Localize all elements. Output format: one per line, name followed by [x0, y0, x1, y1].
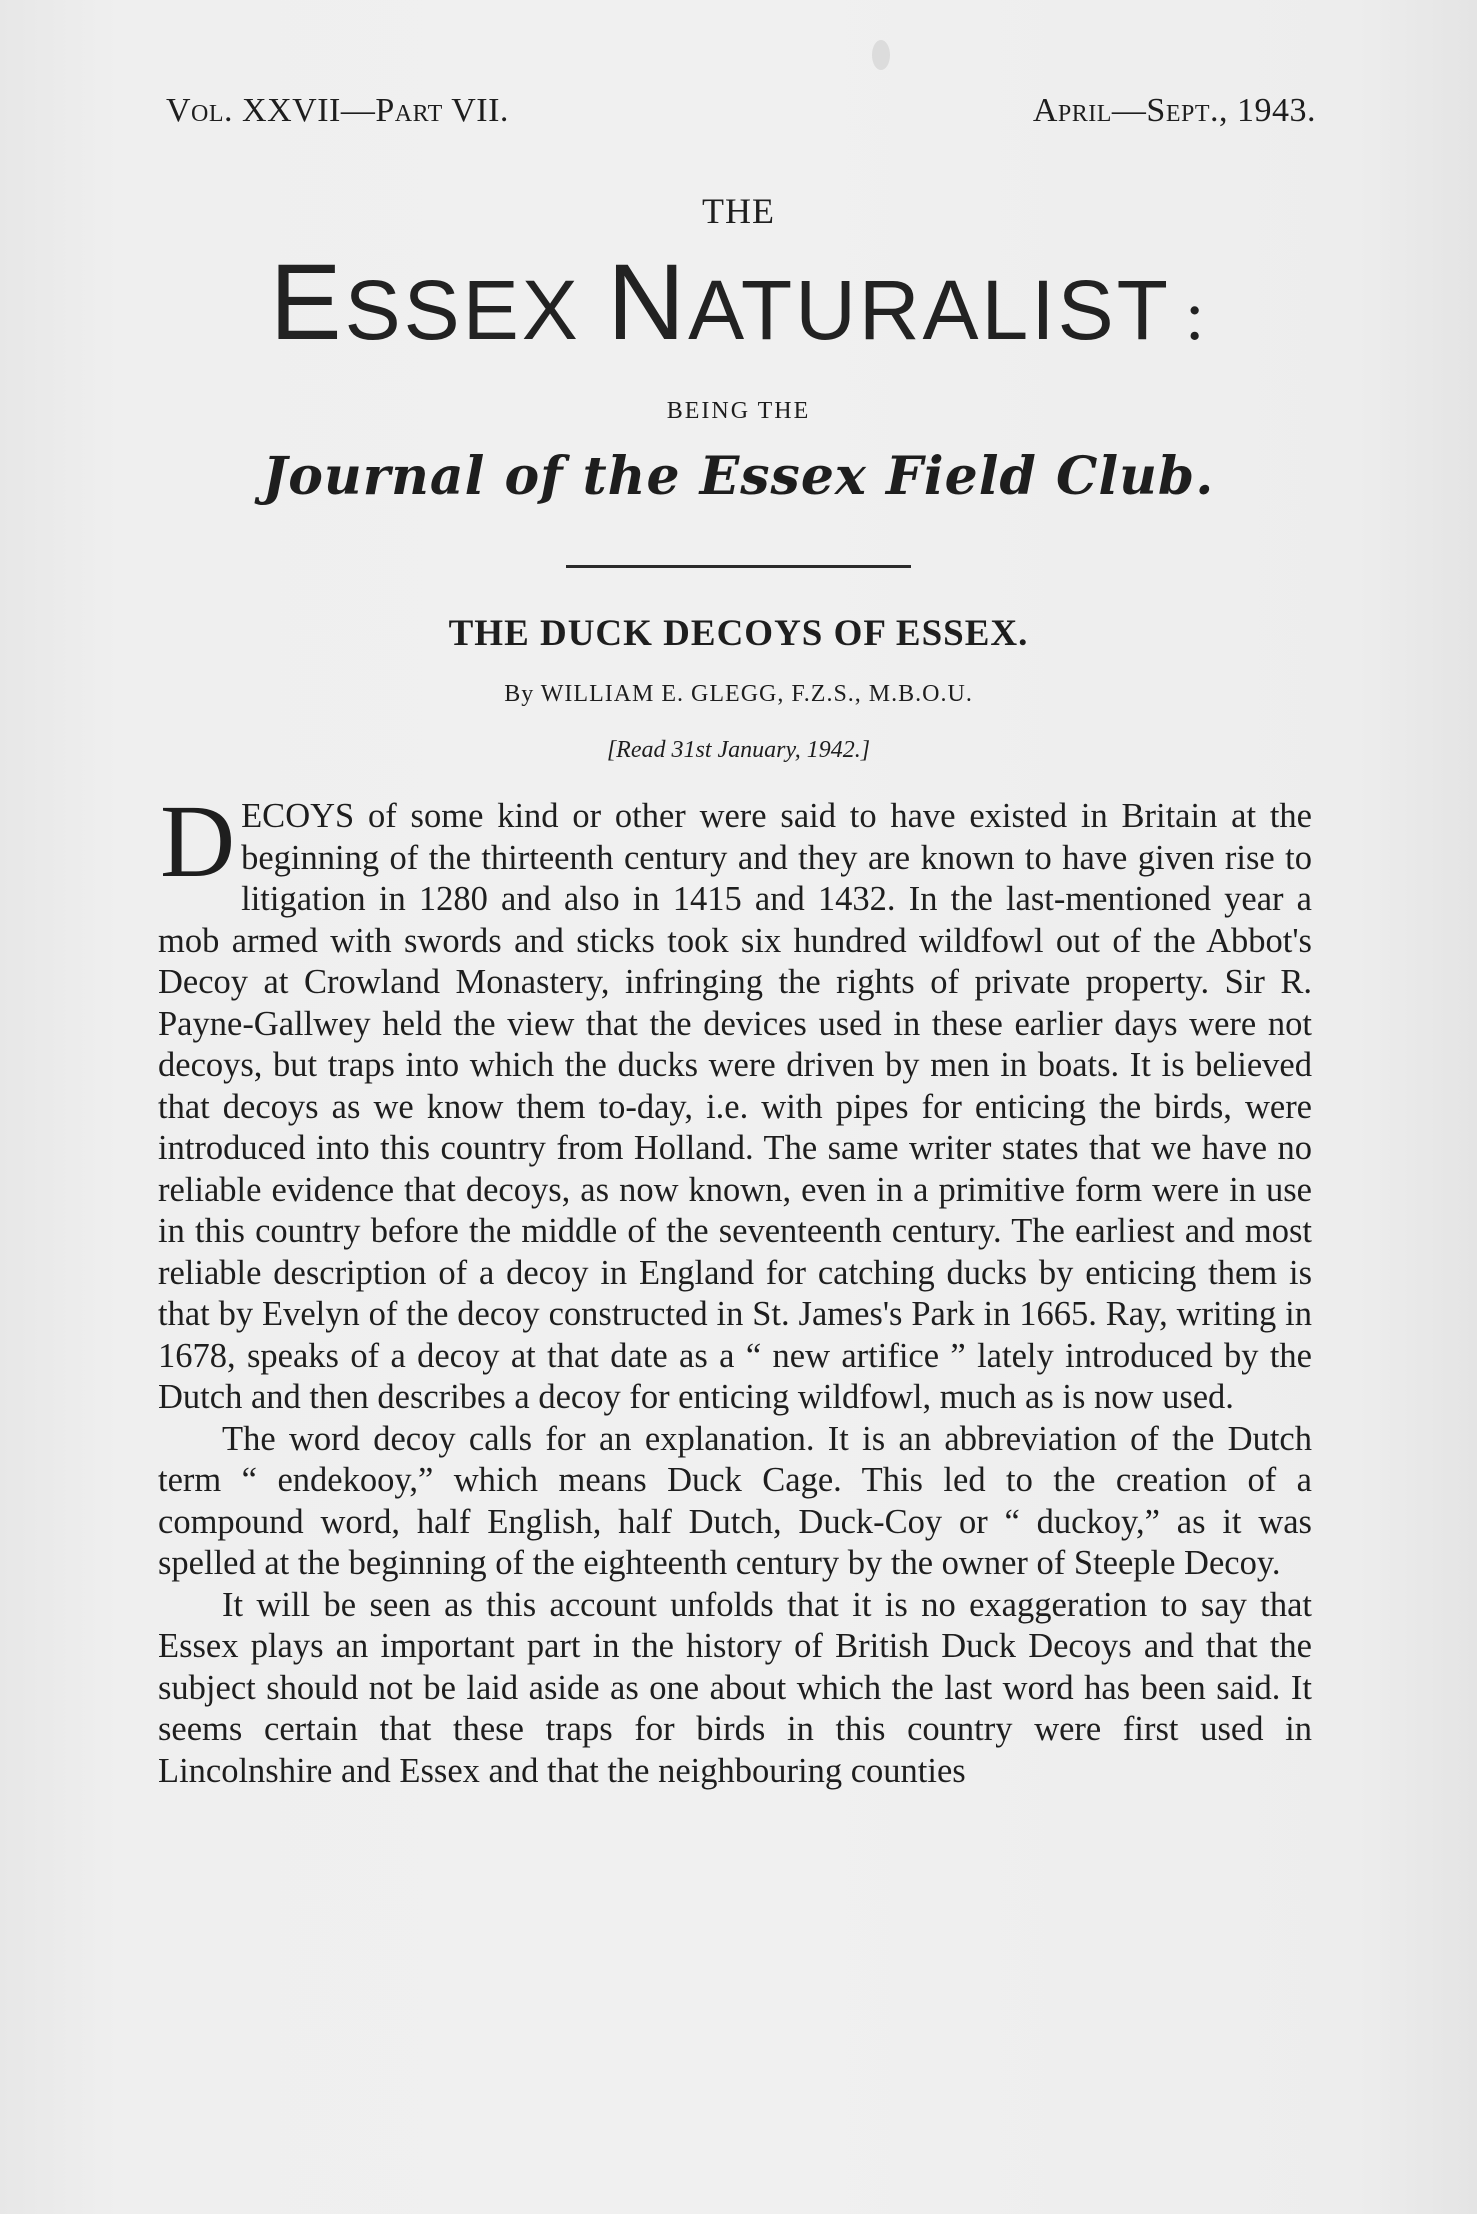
running-head — [166, 92, 1316, 142]
read-date: [Read 31st January, 1942.] — [606, 737, 871, 763]
article-title: THE DUCK DECOYS OF ESSEX. — [448, 613, 1029, 654]
paragraph-1-text: ECOYS of some kind or other were said to have existed in Britain at the beginning of the thirteenth century and they are known to have given rise to litigation in 1280 and also in 1415 and 1432. In the last-mentioned year a mob armed with swords and sticks took six hundred wildfowl out of the Abbot's Decoy at Crowland Monastery, infringing the rights of private property. Sir R. Payne-Gallwey held the view that the devices used in these earlier days were not decoys, but traps into which the ducks were driven by men in boats. It is believed that decoys as we know them to-day, i.e. with pipes for enticing the birds, were introduced into this country from Holland. The same writer states that we have no reliable evidence that decoys, as now known, even in a primitive form were in use in this country before the middle of the seventeenth century. The earliest and most reliable description of a decoy in England for catching ducks by enticing them is that by Evelyn of the decoy constructed in St. James's Park in 1665. Ray, writing in 1678, speaks of a decoy at that date as a “ new artifice ” lately introduced by the Dutch and then describes a decoy for enticing wildfowl, much as is now used. — [158, 797, 1312, 1416]
masthead-initial-n: N — [607, 241, 689, 362]
paragraph-2: The word decoy calls for an explanation. It is an abbreviation of the Dutch term “ endekooy,” which means Duck Cage. This led to the creation of a compound word, half English, half Dutch, Duck-Coy or “ duckoy,” as it was spelled at the beginning of the eighteenth century by the owner of Steeple Decoy. — [158, 1419, 1312, 1582]
masthead-initial-e: E — [269, 241, 345, 362]
paragraph-1 — [158, 784, 1312, 1419]
being-the-label: BEING THE — [666, 398, 811, 424]
volume-part-label: Vol. XXVII—Part VII. — [166, 92, 509, 129]
article-byline: By WILLIAM E. GLEGG, F.Z.S., M.B.O.U. — [504, 681, 973, 707]
masthead-colon: : — [1184, 278, 1208, 355]
drop-cap: D — [160, 784, 236, 899]
ink-speck — [872, 40, 890, 70]
masthead-title — [0, 241, 1477, 362]
masthead-the: THE — [702, 191, 775, 231]
issue-date-label: April—Sept., 1943. — [1032, 92, 1316, 129]
section-divider — [566, 565, 911, 568]
paragraph-3: It will be seen as this account unfolds that it is no exaggeration to say that Essex plays an important part in the history of British Duck Decoys and that the subject should not be laid aside as one about which the last word has been said. It seems certain that these traps for birds in this country were first used in Lincolnshire and Essex and that the neighbouring counties — [158, 1585, 1312, 1790]
article-body — [158, 784, 1312, 1792]
masthead-word-essex: SSEX — [344, 263, 608, 357]
masthead-word-naturalist: ATURALIST — [688, 263, 1171, 357]
journal-subtitle: Journal of the Essex Field Club. — [262, 446, 1215, 507]
